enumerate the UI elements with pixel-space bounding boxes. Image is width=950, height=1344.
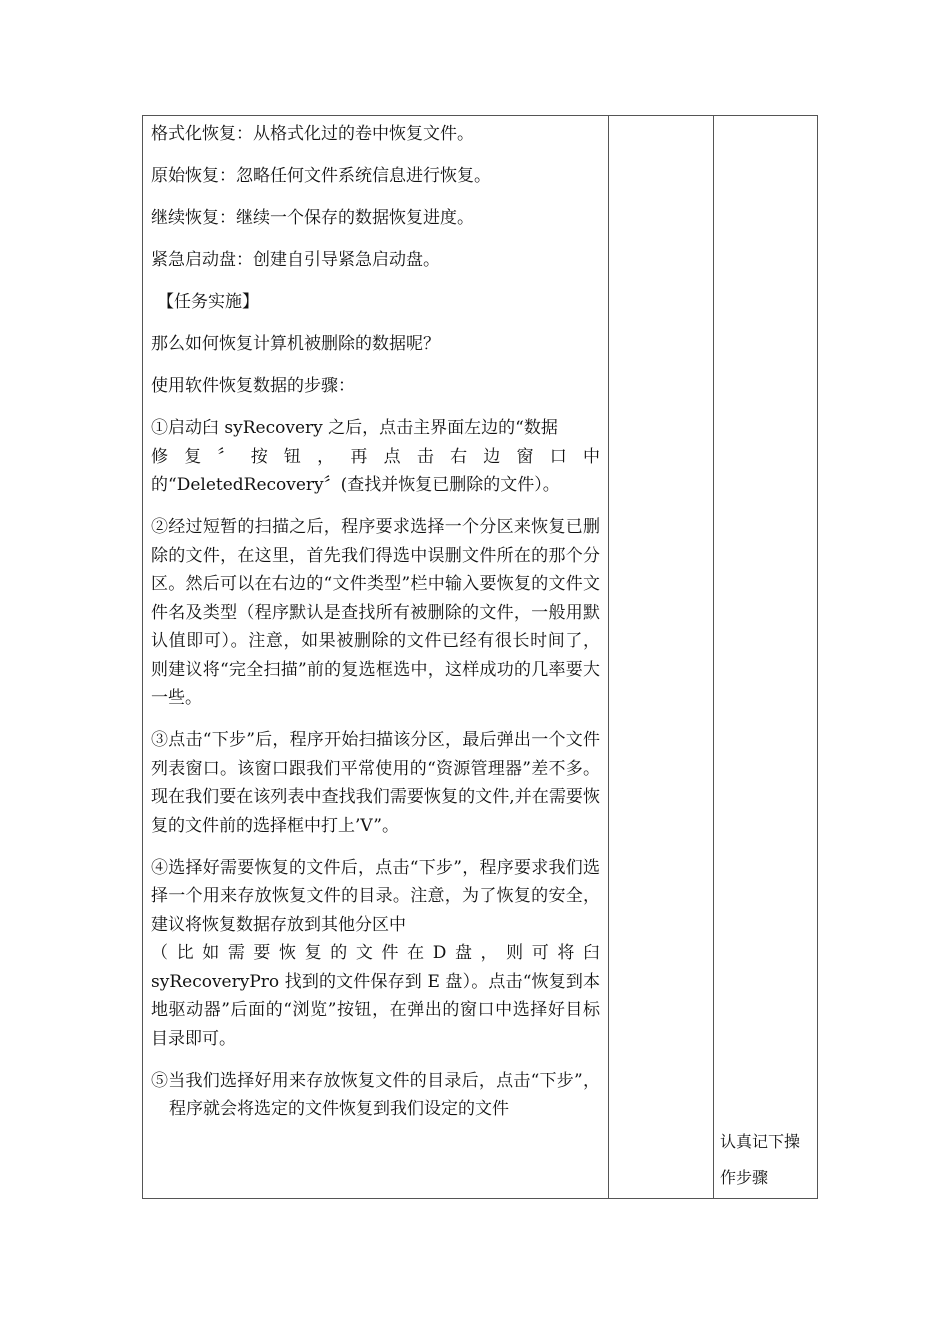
step-3: ③点击“下步”后，程序开始扫描该分区，最后弹出一个文件列表窗口。该窗口跟我们平常使用的“资源管理器”差不多。现在我们要在该列表中查找我们需要恢复的文件,并在需要恢复的文件前的选择框中打上’V”。 <box>151 730 600 836</box>
paragraph-emergency-disk: 紧急启动盘：创建自引导紧急启动盘。 <box>151 250 440 270</box>
paragraph-question: 那么如何恢复计算机被删除的数据呢？ <box>151 334 440 354</box>
paragraph-format-recovery: 格式化恢复：从格式化过的卷中恢复文件。 <box>151 124 474 144</box>
step-1-line-1: ①启动臼 syRecovery 之后，点击主界面左边的“数据 <box>151 418 558 438</box>
step-2: ②经过短暂的扫描之后，程序要求选择一个分区来恢复已删除的文件，在这里，首先我们得选中误删文件所在的那个分区。然后可以在右边的“文件类型”栏中输入要恢复的文件文件名及类型（程序默认是查找所有被删除的文件，一般用默认值即可）。注意，如果被删除的文件已经有很长时间了，则建议将“完全扫描”前的复选框选中，这样成功的几率要大一些。 <box>151 517 600 708</box>
side-note-line-2: 作步骤 <box>720 1168 769 1187</box>
side-note-line-1: 认真记下操 <box>720 1132 801 1151</box>
lesson-table <box>142 115 818 1199</box>
table-row <box>143 116 818 1199</box>
step-4-text-a: ④选择好需要恢复的文件后，点击“下步”，程序要求我们选择一个用来存放恢复文件的目录。注意，为了恢复的安全，建议将恢复数据存放到其他分区中 <box>151 857 600 935</box>
step-4-text-b: syRecoveryPro 找到的文件保存到 E 盘）。点击“恢复到本地驱动器”后面的“浏览”按钮，在弹出的窗口中选择好目标目录即可。 <box>151 971 600 1049</box>
paragraph-resume-recovery: 继续恢复：继续一个保存的数据恢复进度。 <box>151 208 474 228</box>
blank-cell <box>609 116 714 1199</box>
content-cell <box>143 116 609 1199</box>
section-heading-task: 【任务实施】 <box>157 292 259 312</box>
step-1-line-2: 修复〞按钮，再点击右边窗口中 <box>151 446 600 467</box>
step-4-line-spread: （比如需要恢复的文件在D盘，则可将臼 <box>151 943 600 963</box>
step-1-line-3: 的“DeletedRecovery〞(查找并恢复已删除的文件）。 <box>151 475 560 495</box>
note-cell <box>714 116 818 1199</box>
paragraph-steps-intro: 使用软件恢复数据的步骤： <box>151 376 355 396</box>
step-1 <box>151 414 600 500</box>
side-note <box>720 1124 816 1196</box>
step-4 <box>151 854 600 1054</box>
step-5: ⑤当我们选择好用来存放恢复文件的目录后，点击“下步”，程序就会将选定的文件恢复到我们设定的文件 <box>151 1070 600 1119</box>
paragraph-raw-recovery: 原始恢复：忽略任何文件系统信息进行恢复。 <box>151 166 491 186</box>
